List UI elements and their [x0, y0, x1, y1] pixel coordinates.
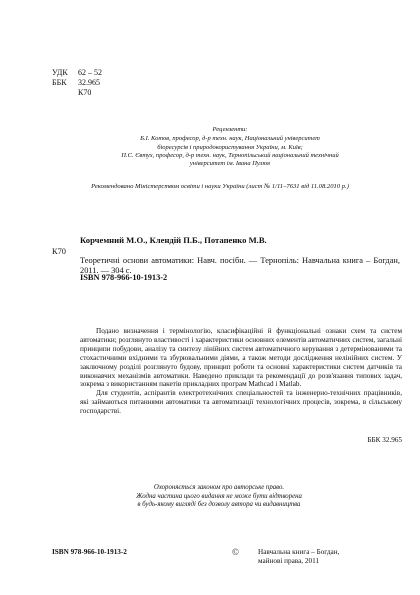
- udk-row: [52, 68, 102, 78]
- copyright-holder: [258, 548, 339, 566]
- abstract-paragraph: Для студентів, аспірантів електротехнічних спеціальностей та інженерно-технічних працівників, які займаються питаннями автоматики та автоматизації технологічних процесів, зокрема, в сільському господарстві.: [80, 389, 402, 416]
- reviewers-block: [90, 126, 370, 168]
- abstract: [80, 327, 402, 416]
- copyright-line: майнові права, 2011: [258, 557, 319, 565]
- reviewer-line: університет ім. Івана Пулюя: [189, 160, 271, 168]
- udk-value: 62 – 52: [78, 68, 102, 77]
- copyright-notice: [100, 484, 338, 510]
- reviewer-line: Б.І. Котов, професор, д-р техн. наук, Національний університет: [140, 135, 320, 143]
- recommendation-note: Рекомендовано Міністерством освіти і науки України (лист № 1/11–7631 від 11.08.2010 р.): [91, 183, 349, 190]
- bbk-index: ББК 32.965: [367, 436, 402, 444]
- author-mark-key: [52, 88, 78, 98]
- isbn-top: ISBN 978-966-10-1913-2: [80, 273, 168, 282]
- reviewer-line: П.С. Євтух, професор, д-р техн. наук, Тернопільський національний технічний: [121, 151, 339, 159]
- abstract-paragraph: Подано визначення і термінологію, класифікаційні й функціональні ознаки схем та систем автоматики; розглянуто властивості і характеристики основних елементів автоматичних систем, загальні принципи побудови, аналізу та синтезу лінійних систем автоматичного керування з детермінованими та стохастичними вхідними та збурювальними діями, а також методи дослідження нелінійних систем. У заключному розділі розглянуто будову, принцип роботи та основні характеристики систем датчиків та виконавчих механізмів автоматики. Наведено приклади та рекомендації до розв'язання типових задач, зокрема з використанням пакетів прикладних програм Mathcad і Matlab.: [80, 327, 402, 389]
- bbk-key: ББК: [52, 78, 67, 87]
- copyright-symbol: ©: [232, 547, 239, 557]
- author-mark: К70: [52, 247, 66, 256]
- notice-line: в будь-якому вигляді без дозволу автора чи видавництва: [137, 501, 301, 509]
- k70-row: [52, 88, 102, 98]
- copyright-line: Навчальна книга – Богдан,: [258, 548, 340, 556]
- notice-line: Охороняється законом про авторське право.: [153, 484, 285, 491]
- reviewer-line: біоресурсів і природокористування України, м. Київ;: [157, 143, 303, 151]
- udk-key: УДК: [52, 68, 68, 77]
- bibliographic-entry: [80, 246, 400, 276]
- author-mark-value: К70: [78, 88, 92, 97]
- bbk-row: [52, 78, 102, 88]
- authors: Корчемний М.О., Клендій П.Б., Потапенко М.В.: [80, 235, 267, 245]
- reviewers-heading: Рецензенти:: [212, 126, 248, 133]
- entry-text: Теоретичні основи автоматики: Навч. посібн. — Тернопіль: Навчальна книга – Богдан, 2011. — 304 с.: [80, 256, 400, 276]
- isbn-bottom: ISBN 978-966-10-1913-2: [52, 548, 127, 556]
- notice-line: Жодна частина цього видання не може бути відтворена: [136, 492, 302, 500]
- udk-block: [52, 68, 102, 98]
- entry-spacer: [80, 246, 400, 256]
- bbk-value: 32.965: [78, 78, 100, 87]
